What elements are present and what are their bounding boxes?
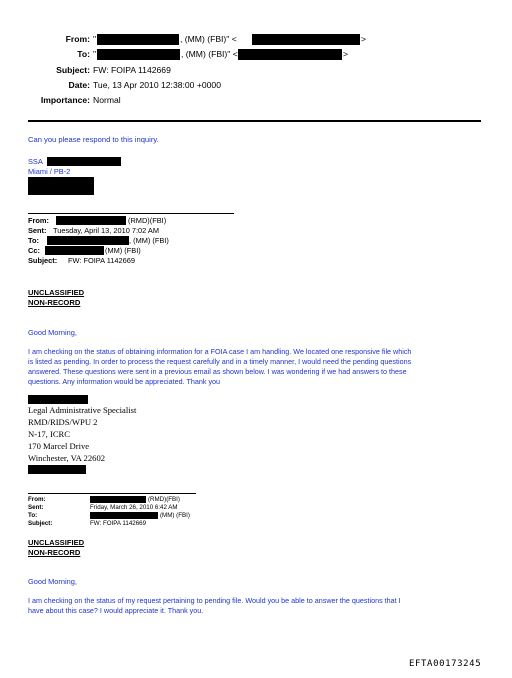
top-signature-office: Miami / PB-2 (28, 167, 71, 176)
header-to-label: To: (77, 49, 90, 59)
forward1-paragraph-line: is listed as pending. In order to process the request carefully and in a timely manner, I would need the pending questions (28, 357, 412, 366)
header-to-value: , (MM) (FBI)" < (181, 49, 238, 59)
forward2-to-value: (MM) (FBI) (160, 512, 190, 519)
forward1-sig-street: 170 Marcel Drive (28, 441, 90, 451)
forward1-divider (28, 213, 234, 214)
header-date-value: Tue, 13 Apr 2010 12:38:00 +0000 (93, 80, 221, 90)
header-from-label: From: (65, 34, 90, 44)
header-importance-label: Importance: (40, 95, 90, 105)
redaction-block (238, 49, 342, 60)
forward1-sig-unit: RMD/RIDS/WPU 2 (28, 417, 98, 427)
redaction-block (97, 49, 180, 60)
forward2-sent-label: Sent: (28, 504, 44, 511)
redaction-block (45, 246, 104, 255)
forward1-to-value: , (MM) (FBI) (129, 236, 169, 245)
redaction-block (90, 496, 146, 503)
redaction-block (56, 216, 126, 225)
forward1-sig-title: Legal Administrative Specialist (28, 405, 137, 415)
top-message-body: Can you please respond to this inquiry. (28, 135, 159, 144)
forward1-record-status: NON-RECORD (28, 298, 81, 307)
header-divider (28, 120, 481, 122)
forward2-classification: UNCLASSIFIED (28, 538, 85, 547)
forward2-from-label: From: (28, 496, 46, 503)
forward2-subject-label: Subject: (28, 520, 53, 527)
forward1-to-label: To: (28, 236, 39, 245)
redaction-block (28, 177, 94, 195)
header-from-quote: " (93, 34, 97, 44)
bates-number: EFTA00173245 (409, 659, 482, 669)
top-signature-rank: SSA (28, 157, 43, 166)
redaction-block (252, 34, 360, 45)
forward1-subject-label: Subject: (28, 256, 58, 265)
forward1-sig-room: N-17, ICRC (28, 429, 71, 439)
forward2-greeting: Good Morning, (28, 577, 77, 586)
forward2-record-status: NON-RECORD (28, 548, 81, 557)
forward1-from-value: (RMD)(FBI) (128, 216, 167, 225)
forward1-paragraph-line: answered. These questions were sent in a previous email as shown below. I was wondering if we had answers to these (28, 367, 407, 376)
forward2-sent-value: Friday, March 26, 2010 6:42 AM (90, 504, 178, 511)
redaction-block (47, 236, 129, 245)
forward1-paragraph-line: I am checking on the status of obtaining information for a FOIA case I am handling. We located one responsive file which (28, 347, 412, 356)
redaction-block (28, 395, 88, 404)
forward1-sent-label: Sent: (28, 226, 47, 235)
forward1-sent-value: Tuesday, April 13, 2010 7:02 AM (53, 226, 159, 235)
forward1-classification: UNCLASSIFIED (28, 288, 85, 297)
forward1-sig-city: Winchester, VA 22602 (28, 453, 106, 463)
forward2-divider (28, 493, 196, 494)
redaction-block (97, 34, 179, 45)
redaction-block (47, 157, 121, 166)
redaction-block (90, 512, 158, 519)
forward1-cc-value: (MM) (FBI) (105, 246, 141, 255)
header-subject-value: FW: FOIPA 1142669 (93, 65, 171, 75)
forward1-cc-label: Cc: (28, 246, 40, 255)
header-from-end: > (361, 34, 367, 44)
forward2-to-label: To: (28, 512, 38, 519)
forward1-greeting: Good Morning, (28, 328, 77, 337)
header-date-label: Date: (68, 80, 90, 90)
forward1-from-label: From: (28, 216, 49, 225)
forward2-subject-value: FW: FOIPA 1142669 (90, 520, 147, 527)
header-to-end: > (343, 49, 349, 59)
forward2-from-value: (RMD)(FBI) (148, 496, 180, 503)
header-to-quote: " (93, 49, 97, 59)
forward1-paragraph-line: questions. Any information would be appreciated. Thank you (28, 377, 221, 386)
header-from-value: , (MM) (FBI)" < (180, 34, 237, 44)
header-importance-value: Normal (93, 95, 121, 105)
forward2-paragraph-line: have about this case? I would appreciate it. Thank you. (28, 606, 204, 615)
forward1-subject-value: FW: FOIPA 1142669 (68, 256, 135, 265)
header-subject-label: Subject: (56, 65, 90, 75)
redaction-block (28, 465, 86, 474)
forward2-paragraph-line: I am checking on the status of my request pertaining to pending file. Would you be able to answer the questions that I (28, 596, 401, 605)
